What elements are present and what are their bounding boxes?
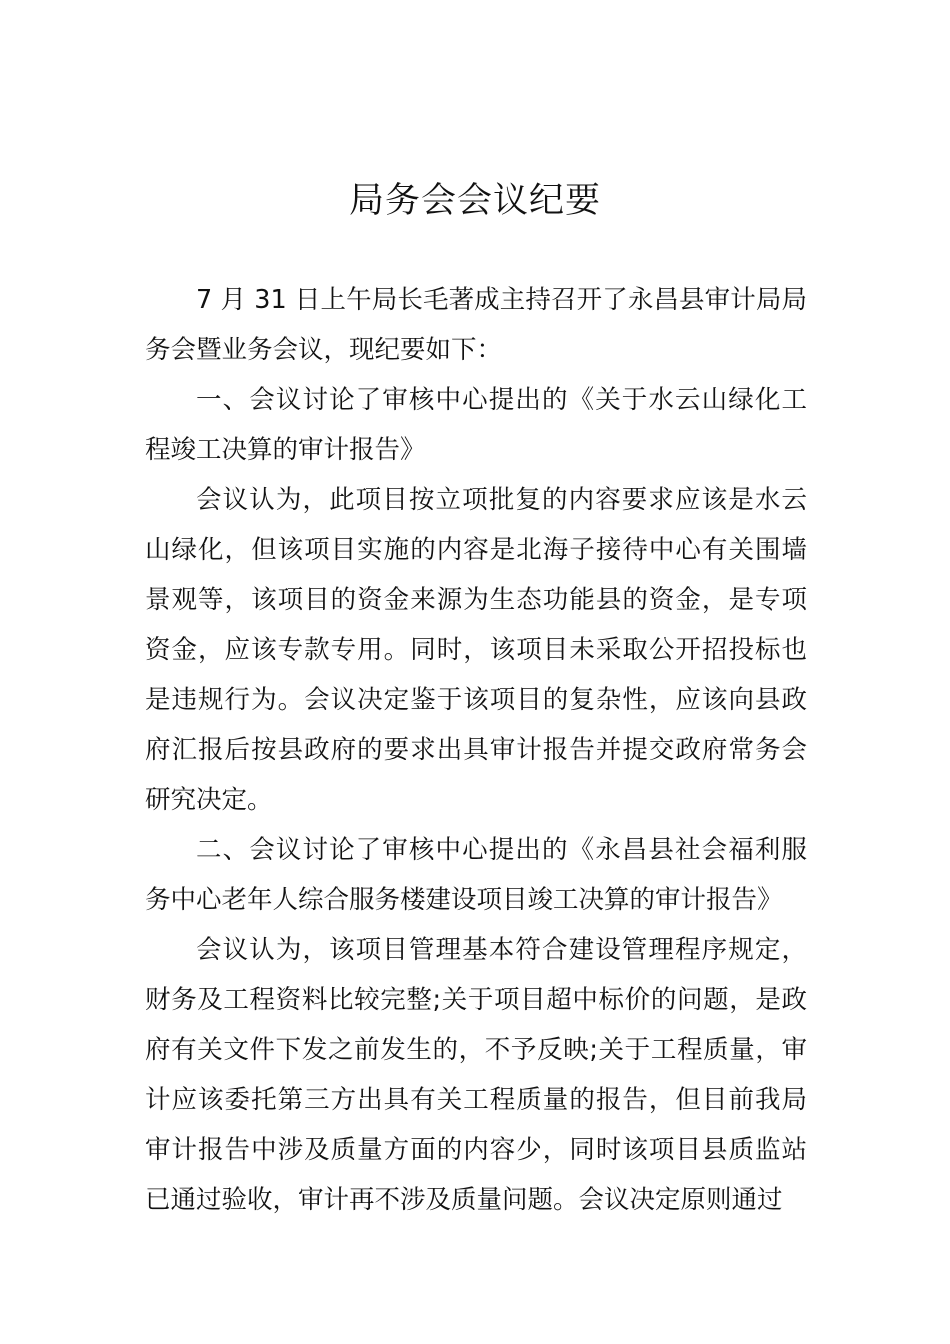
- document-title: 局务会会议纪要: [348, 181, 601, 221]
- paragraph-item-two-heading: 二、会议讨论了审核中心提出的《永昌县社会福利服务中心老年人综合服务楼建设项目竣工决算的审计报告》: [145, 835, 807, 915]
- paragraph-item-one-opinion: 会议认为，此项目按立项批复的内容要求应该是水云山绿化，但该项目实施的内容是北海子接待中心有关围墙景观等，该项目的资金来源为生态功能县的资金，是专项资金，应该专款专用。同时，该项目未采取公开招投标也是违规行为。会议决定鉴于该项目的复杂性，应该向县政府汇报后按县政府的要求出具审计报告并提交政府常务会研究决定。: [145, 485, 807, 815]
- paragraph-intro: 7 月 31 日上午局长毛著成主持召开了永昌县审计局局务会暨业务会议，现纪要如下：: [145, 285, 807, 365]
- document-body: [145, 275, 807, 1225]
- paragraph-item-one-heading: 一、会议讨论了审核中心提出的《关于水云山绿化工程竣工决算的审计报告》: [145, 385, 807, 465]
- paragraph-item-two-opinion: 会议认为，该项目管理基本符合建设管理程序规定，财务及工程资料比较完整;关于项目超中标价的问题，是政府有关文件下发之前发生的，不予反映;关于工程质量，审计应该委托第三方出具有关工程质量的报告，但目前我局审计报告中涉及质量方面的内容少，同时该项目县质监站已通过验收，审计再不涉及质量问题。会议决定原则通过: [145, 935, 807, 1215]
